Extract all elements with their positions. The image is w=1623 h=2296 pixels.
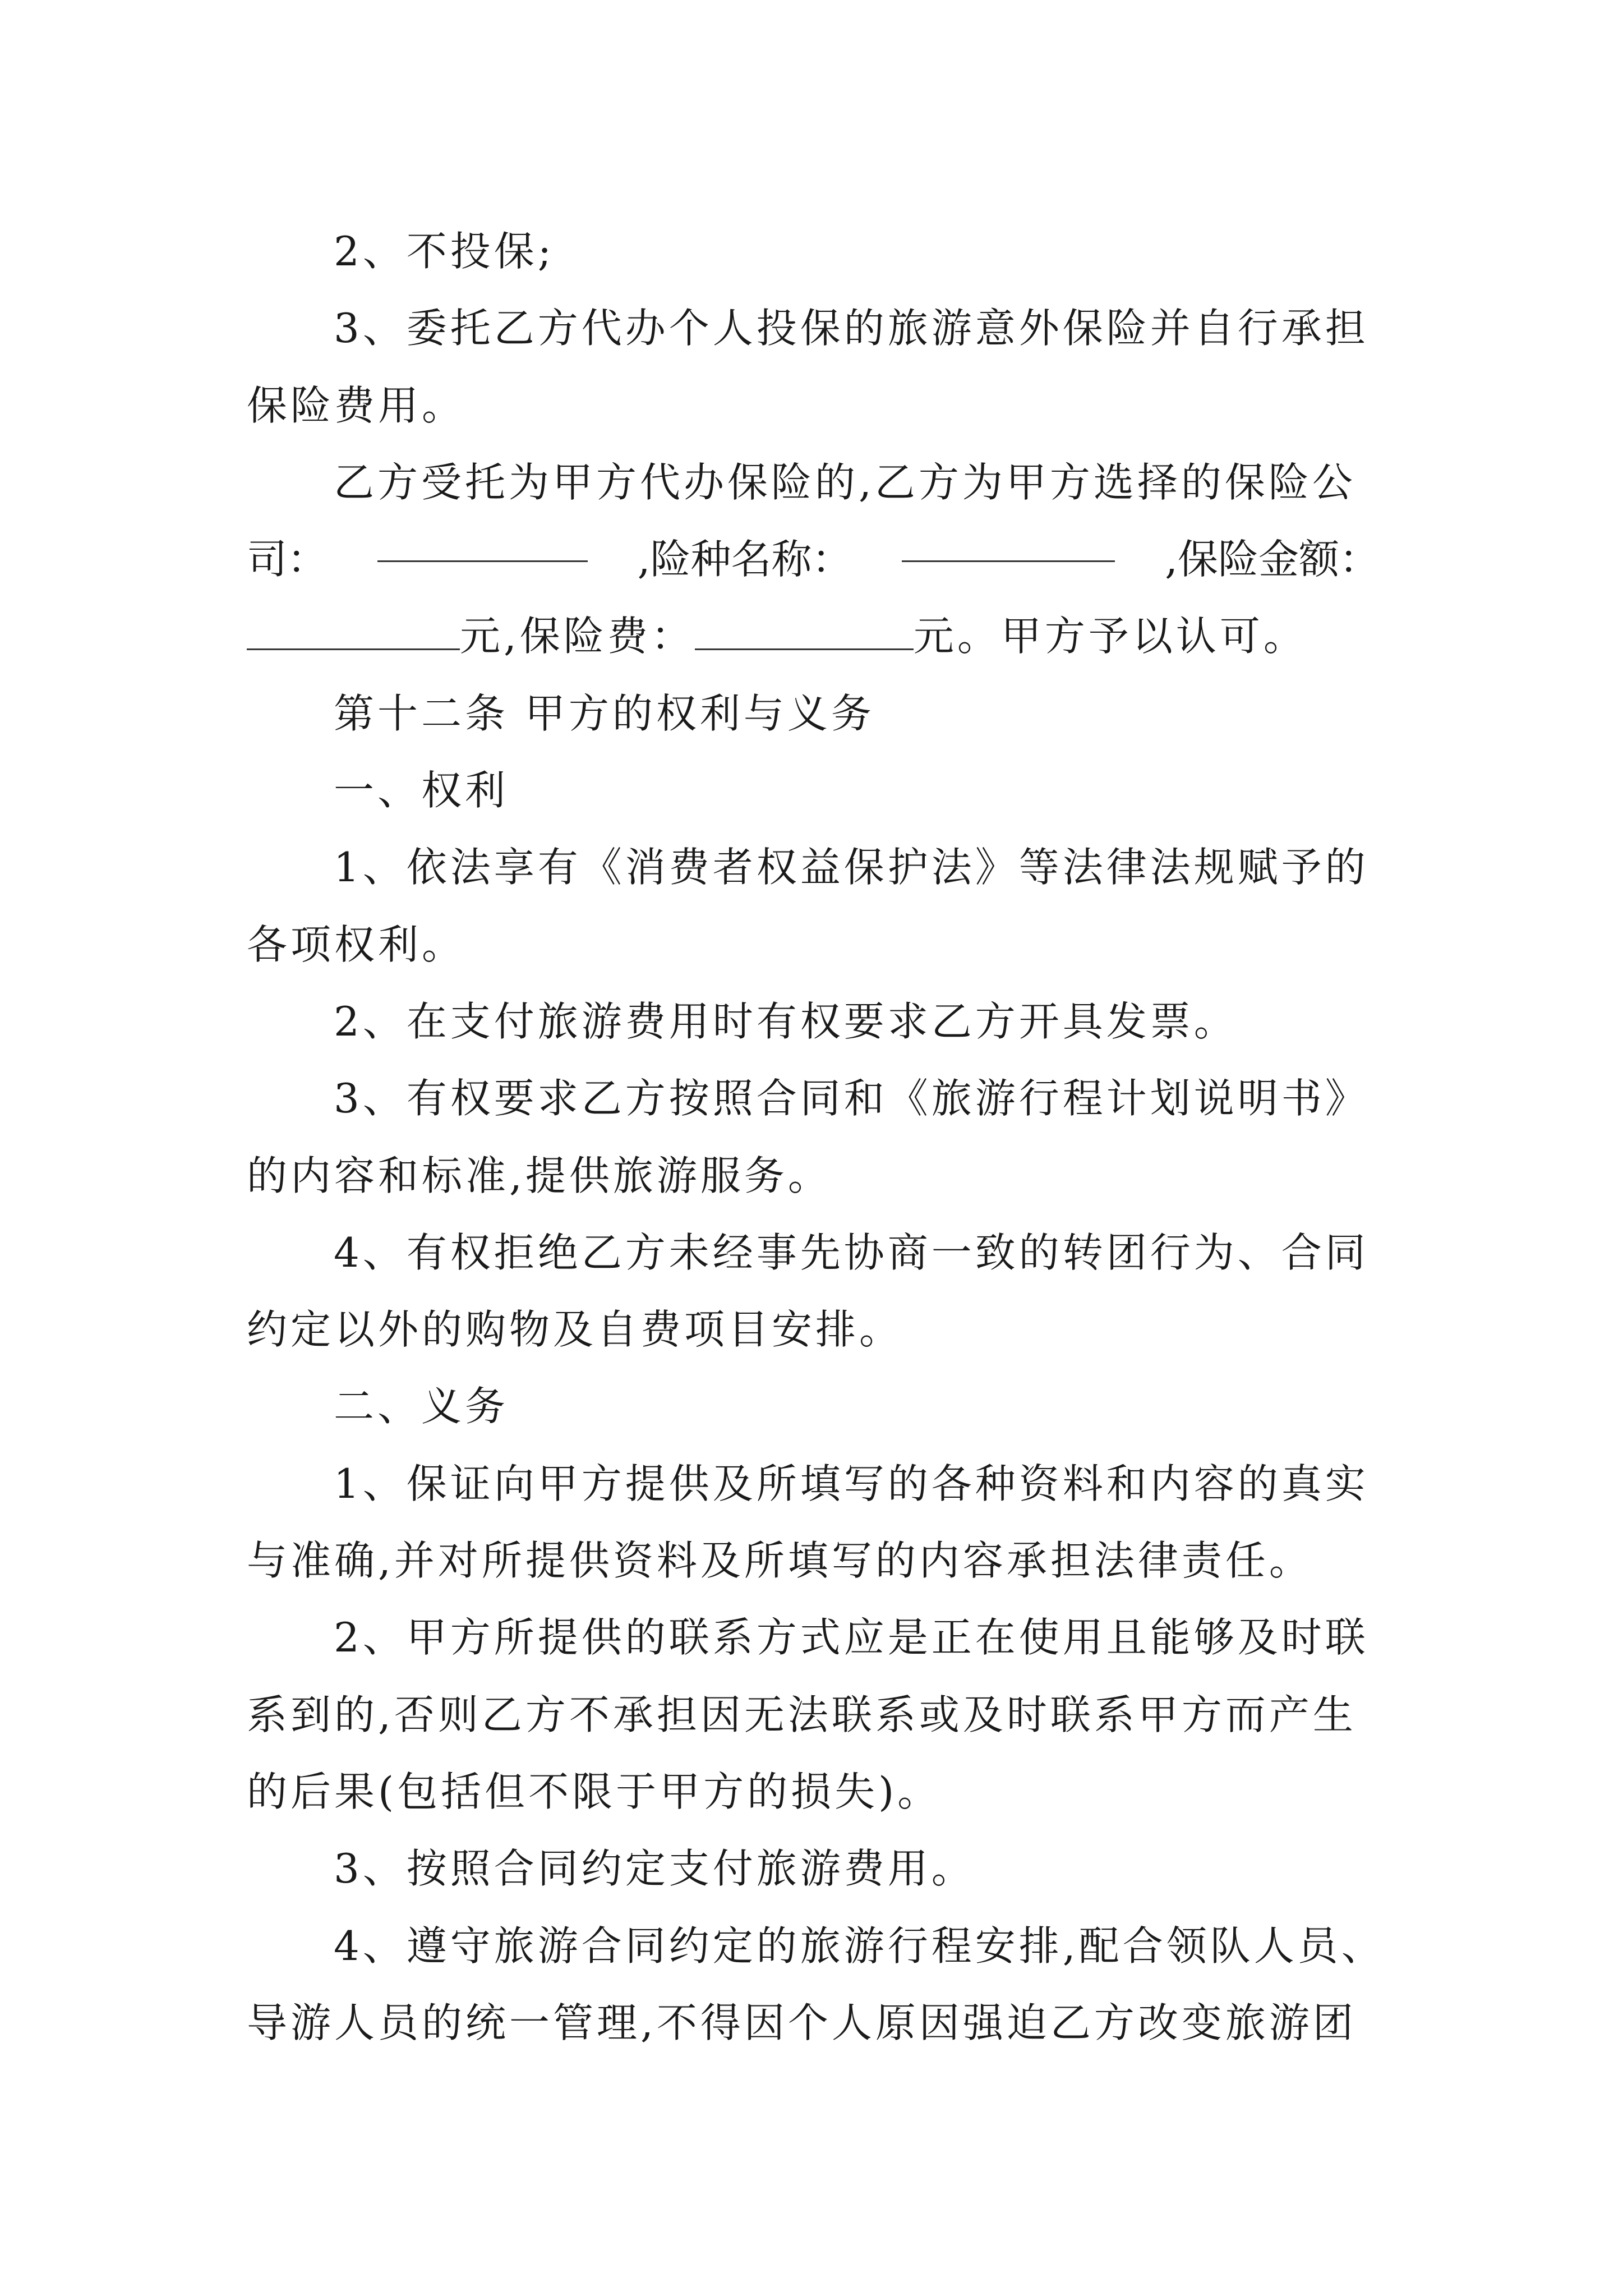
duty-2-line3: 的后果(包括但不限于甲方的损失)。 bbox=[247, 1768, 942, 1815]
insurance-type-label: ,险种名称： bbox=[637, 536, 852, 583]
insurance-amount-label: ,保险金额： bbox=[1165, 536, 1380, 583]
duty-2-line2: 系到的,否则乙方不承担因无法联系或及时联系甲方而产生 bbox=[247, 1691, 1357, 1738]
right-4-line2: 约定以外的购物及自费项目安排。 bbox=[247, 1306, 903, 1354]
paragraph-insurance-details-line1: 乙方受托为甲方代办保险的,乙方为甲方选择的保险公 bbox=[334, 458, 1356, 506]
rights-heading: 一、权利 bbox=[334, 767, 509, 815]
right-1-line2: 各项权利。 bbox=[247, 921, 466, 968]
insurance-company-label: 司： bbox=[247, 536, 328, 583]
insurance-amount-blank[interactable] bbox=[247, 609, 460, 650]
duty-1-line1: 1、保证向甲方提供及所填写的各种资料和内容的真实 bbox=[334, 1460, 1369, 1507]
right-3-line1: 3、有权要求乙方按照合同和《旅游行程计划说明书》 bbox=[334, 1075, 1369, 1122]
duty-3: 3、按照合同约定支付旅游费用。 bbox=[334, 1845, 975, 1893]
right-4-line1: 4、有权拒绝乙方未经事先协商一致的转团行为、合同 bbox=[334, 1228, 1369, 1276]
right-1-line1: 1、依法享有《消费者权益保护法》等法律法规赋予的 bbox=[334, 844, 1369, 891]
duty-4-line1: 4、遵守旅游合同约定的旅游行程安排,配合领队人员、 bbox=[334, 1922, 1385, 1970]
paragraph-no-insurance: 2、不投保; bbox=[334, 228, 555, 275]
insurance-confirm-text: 元。甲方予以认可。 bbox=[913, 613, 1307, 660]
right-2: 2、在支付旅游费用时有权要求乙方开具发票。 bbox=[334, 997, 1238, 1045]
insurance-fee-label: 元,保险费： bbox=[460, 613, 695, 660]
insurance-type-blank[interactable] bbox=[902, 521, 1115, 562]
paragraph-entrust-insurance-line1: 3、委托乙方代办个人投保的旅游意外保险并自行承担 bbox=[334, 305, 1369, 352]
insurance-fee-blank[interactable] bbox=[695, 609, 914, 650]
duties-heading: 二、义务 bbox=[334, 1383, 509, 1430]
paragraph-entrust-insurance-line2: 保险费用。 bbox=[247, 381, 466, 429]
article-12-heading: 第十二条 甲方的权利与义务 bbox=[334, 689, 875, 737]
paragraph-insurance-details-line2 bbox=[247, 521, 1380, 598]
right-3-line2: 的内容和标准,提供旅游服务。 bbox=[247, 1152, 832, 1199]
document-body bbox=[247, 213, 1385, 2062]
duty-4-line2: 导游人员的统一管理,不得因个人原因强迫乙方改变旅游团 bbox=[247, 1999, 1357, 2046]
duty-1-line2: 与准确,并对所提供资料及所填写的内容承担法律责任。 bbox=[247, 1537, 1313, 1585]
insurance-company-blank[interactable] bbox=[377, 521, 588, 562]
duty-2-line1: 2、甲方所提供的联系方式应是正在使用且能够及时联 bbox=[334, 1614, 1369, 1662]
paragraph-insurance-details-line3 bbox=[247, 598, 1380, 675]
